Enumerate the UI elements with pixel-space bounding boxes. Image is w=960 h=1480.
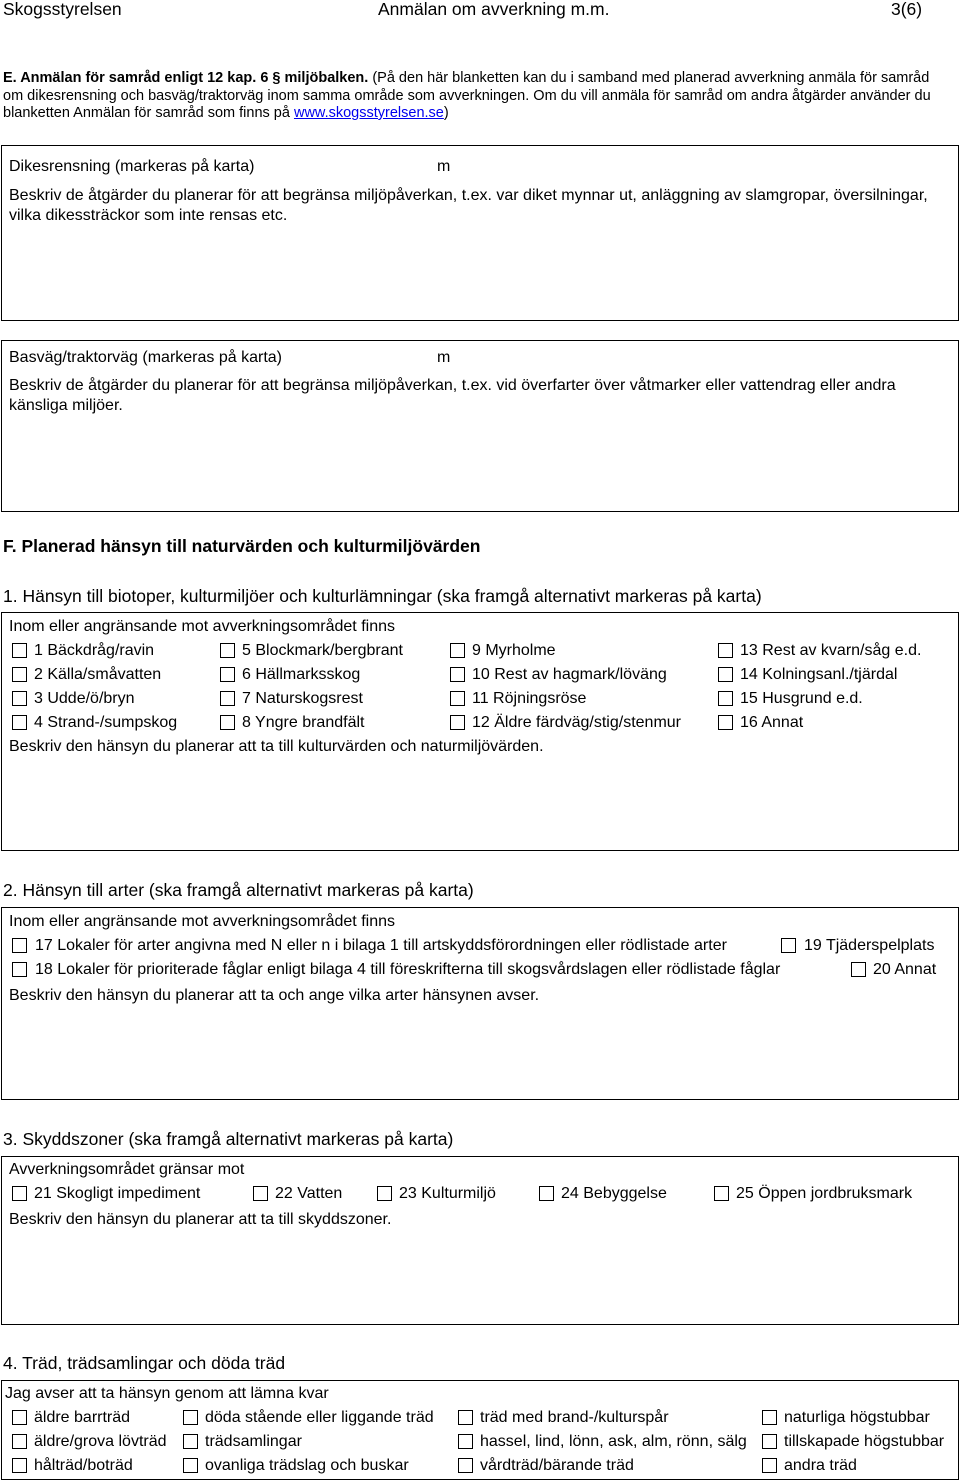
- checkbox-12[interactable]: [450, 715, 465, 730]
- tree-checkbox-r2-c1[interactable]: [12, 1434, 27, 1449]
- tree-checkbox-r1-c3[interactable]: [458, 1410, 473, 1425]
- checkbox-25[interactable]: [714, 1186, 729, 1201]
- checkbox-13[interactable]: [718, 643, 733, 658]
- header-org: Skogsstyrelsen: [3, 0, 122, 19]
- checkbox-20[interactable]: [851, 962, 866, 977]
- checkbox-7[interactable]: [220, 691, 235, 706]
- tree-checkbox-r3-c3[interactable]: [458, 1458, 473, 1473]
- q3-description-label: Beskriv den hänsyn du planerar att ta till skyddszoner.: [9, 1211, 392, 1228]
- checkbox-15[interactable]: [718, 691, 733, 706]
- tree-checkbox-r2-c4[interactable]: [762, 1434, 777, 1449]
- tree-checkbox-r1-c2[interactable]: [183, 1410, 198, 1425]
- checkbox-19-label: 19 Tjäderspelplats: [804, 937, 935, 954]
- checkbox-6[interactable]: [220, 667, 235, 682]
- checkbox-22[interactable]: [253, 1186, 268, 1201]
- tree-checkbox-r2-c2[interactable]: [183, 1434, 198, 1449]
- checkbox-3[interactable]: [12, 691, 27, 706]
- q2-subtitle: Inom eller angränsande mot avverkningsområdet finns: [9, 913, 395, 930]
- tree-checkbox-r3-c4-label: andra träd: [784, 1457, 857, 1474]
- skogsstyrelsen-link[interactable]: www.skogsstyrelsen.se: [293, 105, 444, 121]
- q3-title: 3. Skyddszoner (ska framgå alternativt markeras på karta): [3, 1129, 454, 1149]
- checkbox-16[interactable]: [718, 715, 733, 730]
- checkbox-14[interactable]: [718, 667, 733, 682]
- ditch-clearing-description-label: Beskriv de åtgärder du planerar för att begränsa miljöpåverkan, t.ex. var diket mynnar ut, anläggning av slamgropar, översilningar, vilka dikessträckor som inte rensas etc.: [9, 187, 928, 224]
- forest-road-description-label: Beskriv de åtgärder du planerar för att begränsa miljöpåverkan, t.ex. vid överfarter över våtmarker eller vattendrag eller andra känsliga miljöer.: [9, 377, 896, 414]
- tree-checkbox-r2-c3-label: hassel, lind, lönn, ask, alm, rönn, sälg: [480, 1433, 747, 1450]
- checkbox-8-label: 8 Yngre brandfält: [242, 714, 365, 731]
- section-e-title: E. Anmälan för samråd enligt 12 kap. 6 § miljöbalken.: [3, 70, 369, 86]
- checkbox-1-label: 1 Bäckdråg/ravin: [34, 642, 155, 659]
- checkbox-18-label: 18 Lokaler för prioriterade fåglar enligt bilaga 4 till föreskrifterna till skogsvårdslagen eller rödlistade fåglar: [35, 961, 781, 978]
- tree-checkbox-r1-c1-label: äldre barrträd: [34, 1409, 131, 1426]
- checkbox-4-label: 4 Strand-/sumpskog: [34, 714, 178, 731]
- tree-checkbox-r3-c4[interactable]: [762, 1458, 777, 1473]
- q3-box: [1, 1156, 959, 1325]
- checkbox-4[interactable]: [12, 715, 27, 730]
- checkbox-7-label: 7 Naturskogsrest: [242, 690, 363, 707]
- checkbox-23-label: 23 Kulturmiljö: [399, 1185, 496, 1202]
- q1-subtitle: Inom eller angränsande mot avverkningsområdet finns: [9, 618, 395, 635]
- section-f-title: F. Planerad hänsyn till naturvärden och kulturmiljövärden: [3, 536, 481, 556]
- ditch-clearing-label: Dikesrensning (markeras på karta): [9, 158, 255, 175]
- tree-checkbox-r3-c1-label: hålträd/boträd: [34, 1457, 133, 1474]
- checkbox-2-label: 2 Källa/småvatten: [34, 666, 162, 683]
- checkbox-5-label: 5 Blockmark/bergbrant: [242, 642, 403, 659]
- checkbox-16-label: 16 Annat: [740, 714, 804, 731]
- q1-title: 1. Hänsyn till biotoper, kulturmiljöer och kulturlämningar (ska framgå alternativt markeras på karta): [3, 586, 762, 606]
- q1-description-label: Beskriv den hänsyn du planerar att ta till kulturvärden och naturmiljövärden.: [9, 738, 544, 755]
- checkbox-23[interactable]: [377, 1186, 392, 1201]
- checkbox-2[interactable]: [12, 667, 27, 682]
- checkbox-10[interactable]: [450, 667, 465, 682]
- ditch-clearing-unit: m: [437, 158, 451, 175]
- checkbox-5[interactable]: [220, 643, 235, 658]
- checkbox-11-label: 11 Röjningsröse: [472, 690, 587, 707]
- section-e-intro: [3, 70, 948, 123]
- tree-checkbox-r3-c2-label: ovanliga trädslag och buskar: [205, 1457, 409, 1474]
- tree-checkbox-r1-c3-label: träd med brand-/kulturspår: [480, 1409, 669, 1426]
- checkbox-3-label: 3 Udde/ö/bryn: [34, 690, 135, 707]
- checkbox-17[interactable]: [12, 938, 27, 953]
- tree-checkbox-r1-c4-label: naturliga högstubbar: [784, 1409, 930, 1426]
- checkbox-1[interactable]: [12, 643, 27, 658]
- tree-checkbox-r2-c1-label: äldre/grova lövträd: [34, 1433, 167, 1450]
- q2-title: 2. Hänsyn till arter (ska framgå alternativt markeras på karta): [3, 880, 474, 900]
- tree-checkbox-r2-c4-label: tillskapade högstubbar: [784, 1433, 945, 1450]
- checkbox-8[interactable]: [220, 715, 235, 730]
- tree-checkbox-r3-c1[interactable]: [12, 1458, 27, 1473]
- forest-road-unit: m: [437, 349, 451, 366]
- checkbox-13-label: 13 Rest av kvarn/såg e.d.: [740, 642, 922, 659]
- tree-checkbox-r3-c3-label: vårdträd/bärande träd: [480, 1457, 634, 1474]
- checkbox-21-label: 21 Skogligt impediment: [34, 1185, 201, 1202]
- section-e-text-end: ): [443, 105, 449, 121]
- checkbox-24[interactable]: [539, 1186, 554, 1201]
- tree-checkbox-r2-c2-label: trädsamlingar: [205, 1433, 302, 1450]
- checkbox-9-label: 9 Myrholme: [472, 642, 556, 659]
- checkbox-24-label: 24 Bebyggelse: [561, 1185, 667, 1202]
- tree-checkbox-r3-c2[interactable]: [183, 1458, 198, 1473]
- checkbox-14-label: 14 Kolningsanl./tjärdal: [740, 666, 898, 683]
- checkbox-11[interactable]: [450, 691, 465, 706]
- forest-road-label: Basväg/traktorväg (markeras på karta): [9, 349, 282, 366]
- tree-checkbox-r1-c2-label: döda stående eller liggande träd: [205, 1409, 434, 1426]
- checkbox-22-label: 22 Vatten: [275, 1185, 343, 1202]
- checkbox-17-label: 17 Lokaler för arter angivna med N eller n i bilaga 1 till artskyddsförordningen eller rödlistade arter: [35, 937, 727, 954]
- checkbox-21[interactable]: [12, 1186, 27, 1201]
- checkbox-25-label: 25 Öppen jordbruksmark: [736, 1185, 913, 1202]
- checkbox-18[interactable]: [12, 962, 27, 977]
- checkbox-19[interactable]: [781, 938, 796, 953]
- q2-description-label: Beskriv den hänsyn du planerar att ta och ange vilka arter hänsynen avser.: [9, 987, 540, 1004]
- checkbox-20-label: 20 Annat: [873, 961, 937, 978]
- tree-checkbox-r1-c1[interactable]: [12, 1410, 27, 1425]
- checkbox-15-label: 15 Husgrund e.d.: [740, 690, 863, 707]
- tree-checkbox-r1-c4[interactable]: [762, 1410, 777, 1425]
- header-form-title: Anmälan om avverkning m.m.: [378, 0, 610, 19]
- tree-checkbox-r2-c3[interactable]: [458, 1434, 473, 1449]
- checkbox-10-label: 10 Rest av hagmark/löväng: [472, 666, 667, 683]
- q4-title: 4. Träd, trädsamlingar och döda träd: [3, 1353, 286, 1373]
- header-page-number: 3(6): [891, 0, 923, 19]
- q3-subtitle: Avverkningsområdet gränsar mot: [9, 1161, 245, 1178]
- section-e-text: (På den här blanketten kan du i samband med planerad avverkning anmäla för samråd om dikesrensning och basväg/traktorväg inom samma område som avverkningen. Om du vill anmäla för samråd om andra åtgärder använder du blanketten Anmälan för samråd som finns på: [3, 70, 931, 121]
- q4-subtitle: Jag avser att ta hänsyn genom att lämna kvar: [5, 1385, 329, 1402]
- checkbox-9[interactable]: [450, 643, 465, 658]
- checkbox-6-label: 6 Hällmarksskog: [242, 666, 361, 683]
- checkbox-12-label: 12 Äldre färdväg/stig/stenmur: [472, 714, 681, 731]
